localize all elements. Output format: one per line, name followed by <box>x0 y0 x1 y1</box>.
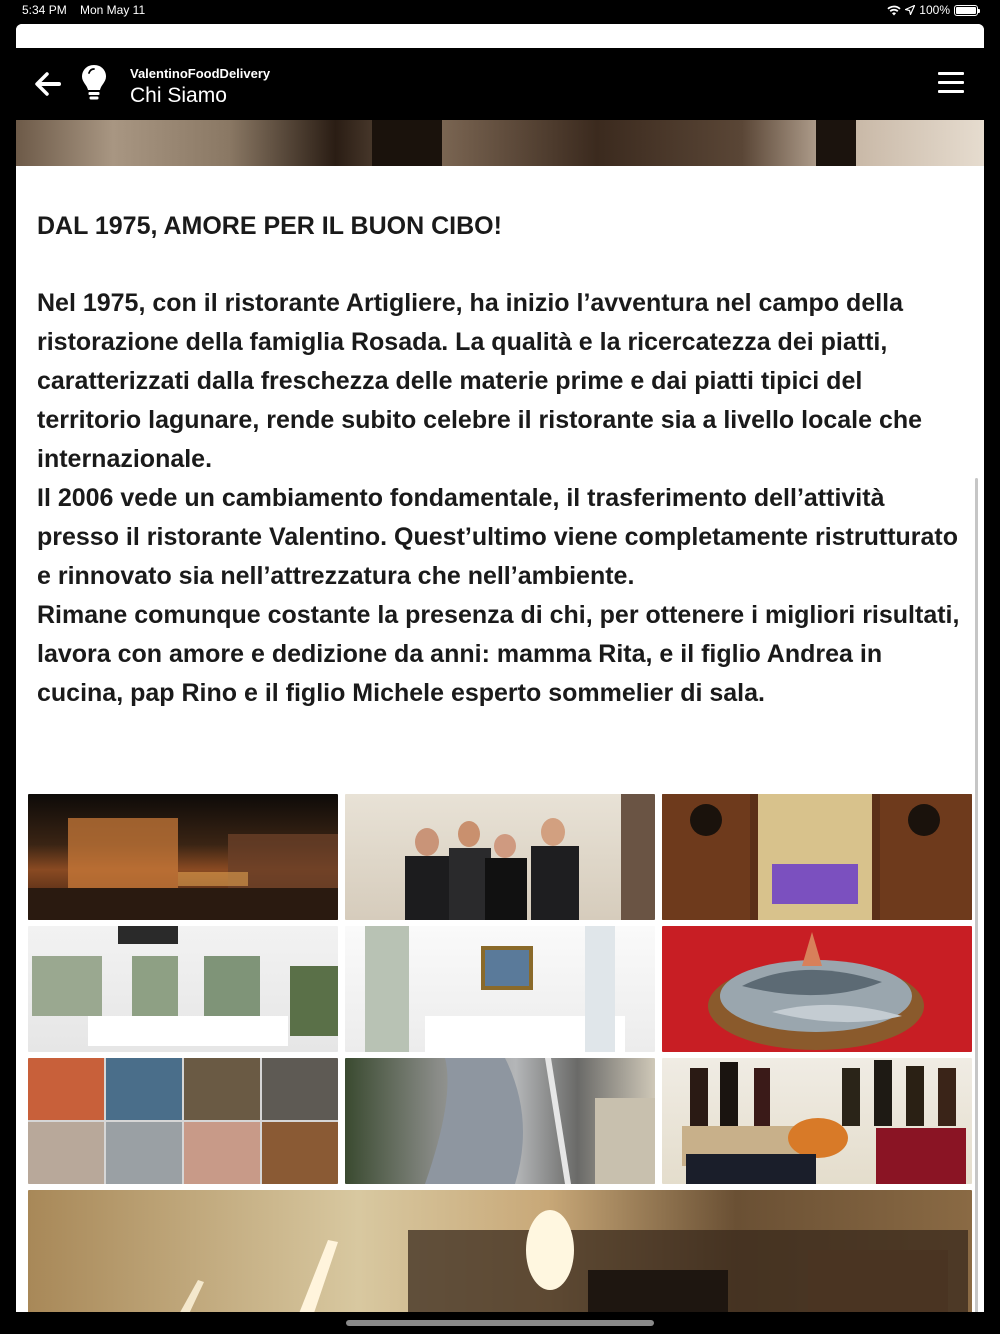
app-window <box>16 24 984 1312</box>
gallery-photo-wine-selection[interactable] <box>662 1058 972 1184</box>
paragraph-history: Nel 1975, con il ristorante Artigliere, ha inizio l’avventura nel campo della ristorazione della famiglia Rosada. La qualità e la ricercatezza dei piatti, caratterizzati dalla freschezza delle materie prime e dai piatti tipici del territorio lagunare, rende subito celebre il ristorante sia a livello locale che internazionale. <box>37 289 923 473</box>
status-right <box>887 3 978 17</box>
gallery-photo-exterior-night[interactable] <box>28 794 338 920</box>
gallery-photo-ceiling-lamps[interactable] <box>28 1190 972 1312</box>
paragraph-family: Rimane comunque costante la presenza di chi, per ottenere i migliori risultati, lavora con amore e dedizione da anni: mamma Rita, e il figlio Andrea in cucina, pap Rino e il figlio Michele esperto sommelier di sala. <box>37 601 960 707</box>
gallery-photo-dining-room[interactable] <box>28 926 338 1052</box>
wifi-icon <box>887 5 901 16</box>
app-brand: ValentinoFoodDelivery <box>130 66 271 81</box>
lightbulb-icon <box>80 64 108 102</box>
battery-percent: 100% <box>919 3 950 17</box>
about-text <box>37 284 967 713</box>
hero-image <box>16 120 984 166</box>
scrollbar[interactable] <box>975 478 978 1312</box>
back-arrow-icon[interactable] <box>34 70 62 98</box>
home-indicator[interactable] <box>346 1320 654 1326</box>
status-bar <box>0 0 1000 22</box>
top-gap <box>16 24 984 48</box>
location-icon <box>905 5 915 15</box>
paragraph-2006: Il 2006 vede un cambiamento fondamentale, il trasferimento dell’attività presso il ristorante Valentino. Quest’ultimo viene completamente ristrutturato e rinnovato sia nell’attrezzatura che nell’ambiente. <box>37 484 959 590</box>
nav-bar <box>16 48 984 120</box>
section-heading: DAL 1975, AMORE PER IL BUON CIBO! <box>37 212 502 240</box>
status-time: 5:34 PM <box>22 3 67 17</box>
gallery-photo-large-fish[interactable] <box>345 1058 655 1184</box>
gallery-photo-family[interactable] <box>345 794 655 920</box>
gallery-photo-seafood-collage[interactable] <box>28 1058 338 1184</box>
hamburger-menu-icon[interactable] <box>938 72 964 94</box>
gallery-photo-bar-doors[interactable] <box>662 794 972 920</box>
status-date: Mon May 11 <box>80 3 146 17</box>
page-title: Chi Siamo <box>130 84 227 107</box>
battery-icon <box>954 5 978 16</box>
content-area <box>16 166 984 1312</box>
gallery-photo-dining-room-painting[interactable] <box>345 926 655 1052</box>
gallery-photo-fish-basket[interactable] <box>662 926 972 1052</box>
